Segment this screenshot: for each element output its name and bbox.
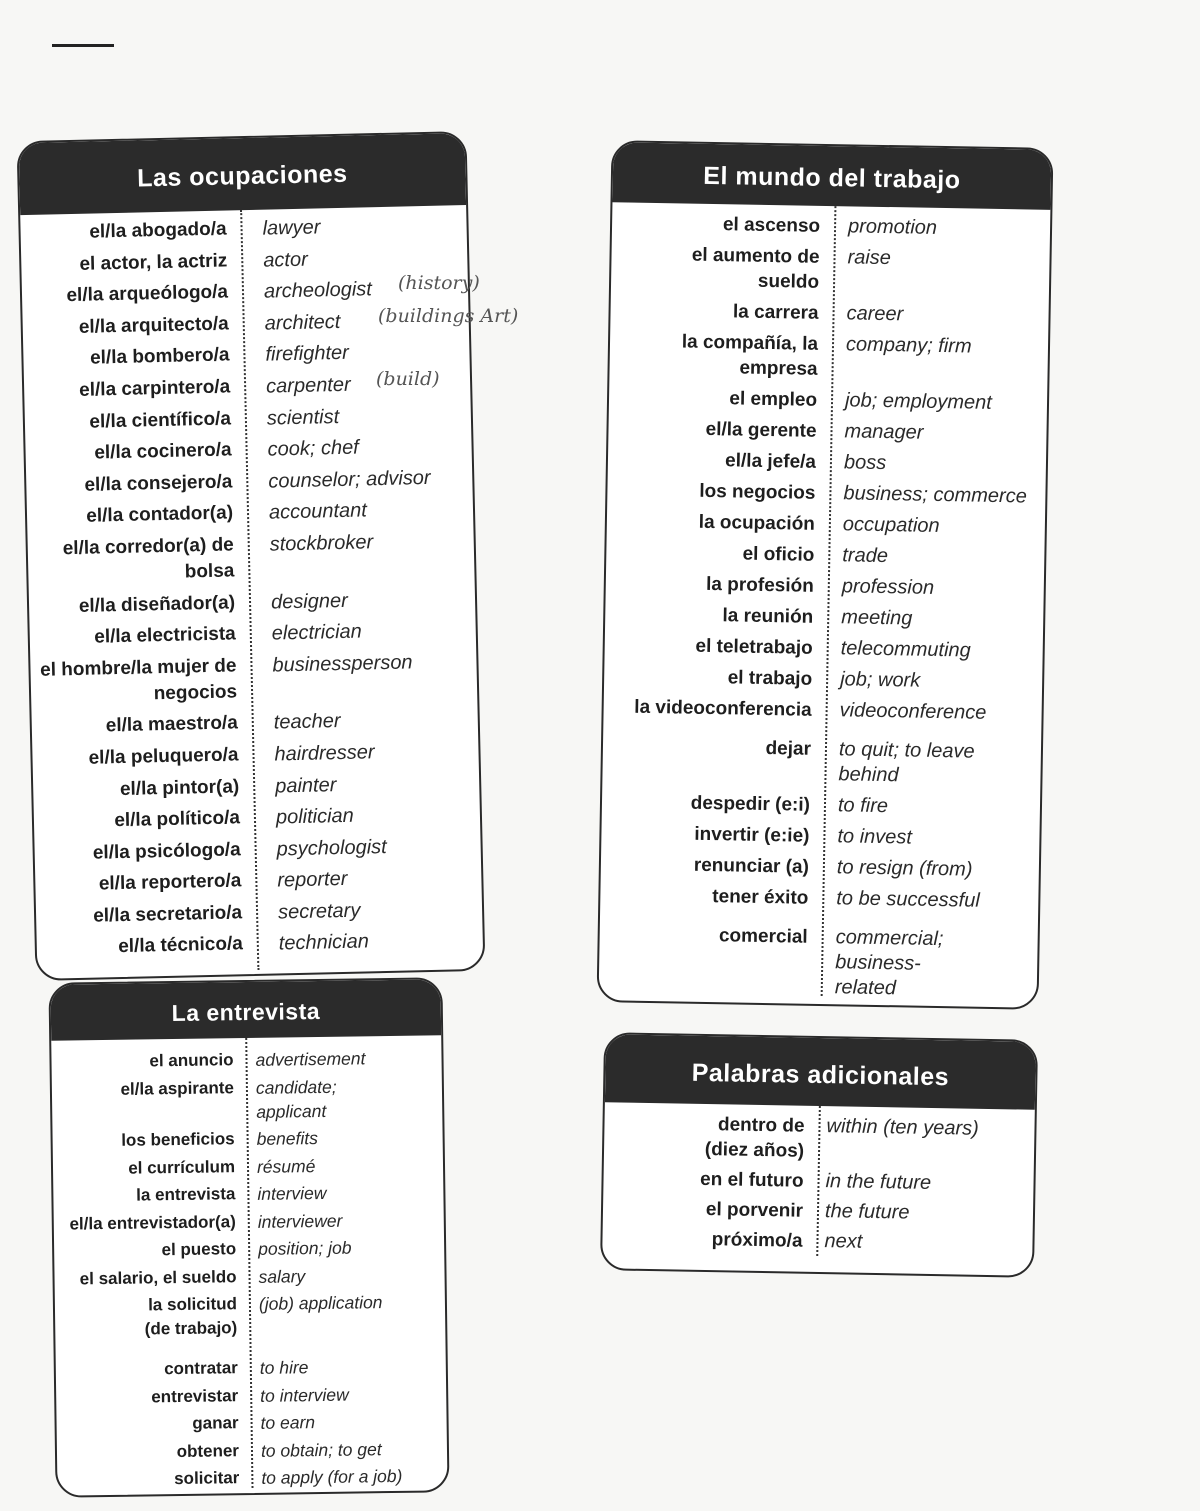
spanish-term: los negocios — [699, 480, 816, 504]
vocab-row — [30, 616, 476, 652]
english-translation: videoconference — [839, 699, 987, 724]
vocab-row — [25, 432, 471, 468]
spanish-term: tener éxito — [712, 886, 809, 909]
english-translation: job; work — [839, 668, 921, 692]
vocab-row — [20, 211, 466, 247]
verb-row — [56, 1353, 446, 1382]
spanish-term: el trabajo — [727, 667, 813, 690]
english-translation: actor — [263, 248, 308, 272]
spanish-term: el aumento de sueldo — [691, 244, 820, 293]
spanish-term: el ascenso — [722, 214, 821, 237]
verb-row — [602, 733, 1041, 791]
english-translation: to fire — [837, 794, 889, 818]
spanish-term: el/la bombero/a — [89, 344, 230, 369]
spanish-term: el actor, la actriz — [79, 250, 228, 275]
vocab-row — [610, 297, 1048, 330]
vocab-row — [609, 328, 1048, 386]
english-translation: interviewer — [257, 1210, 343, 1232]
english-translation: accountant — [268, 499, 368, 524]
vocab-row — [604, 663, 1042, 696]
vocab-row — [53, 1179, 443, 1208]
english-translation: cook; chef — [267, 436, 359, 461]
english-translation: to quit; to leave behind — [838, 738, 975, 787]
english-translation: technician — [278, 930, 370, 955]
spanish-term: la reunión — [722, 605, 814, 628]
english-translation: to resign (from) — [836, 856, 973, 881]
spanish-term: el/la aspirante — [120, 1077, 235, 1099]
spanish-term: el/la cocinero/a — [94, 439, 232, 464]
spanish-term: solicitar — [174, 1468, 240, 1489]
spanish-term: el/la carpintero/a — [78, 376, 231, 401]
spanish-term: la carrera — [732, 301, 819, 324]
spanish-term: el/la contador(a) — [86, 502, 234, 528]
vocab-row — [604, 1110, 1035, 1167]
english-translation: to invest — [837, 825, 913, 849]
vocab-row — [54, 1207, 444, 1236]
spanish-term: el/la electricista — [94, 623, 237, 648]
english-translation: reporter — [277, 868, 348, 892]
verb-row — [56, 1381, 446, 1410]
vocab-row — [608, 446, 1046, 479]
english-translation: architect — [264, 310, 341, 335]
vocab-row — [602, 1225, 1032, 1258]
english-translation: stockbroker — [269, 531, 374, 556]
english-translation: designer — [270, 589, 348, 614]
english-translation: trade — [842, 544, 889, 568]
vocab-row — [51, 1045, 441, 1074]
english-translation: benefits — [256, 1128, 319, 1149]
spanish-term: el hombre/la mujer de negocios — [39, 655, 238, 704]
spanish-term: dentro de (diez años) — [704, 1114, 805, 1162]
spanish-term: el empleo — [729, 388, 818, 411]
spanish-term: el/la diseñador(a) — [78, 591, 236, 617]
english-translation: scientist — [266, 405, 340, 430]
spanish-term: el/la arqueólogo/a — [66, 281, 229, 307]
spanish-term: el teletrabajo — [695, 635, 813, 659]
spanish-term: ganar — [192, 1413, 239, 1433]
english-translation: to be successful — [836, 887, 980, 912]
english-translation: boss — [843, 451, 887, 475]
spanish-term: comercial — [718, 925, 808, 948]
spanish-term: la compañía, la empresa — [681, 331, 819, 380]
spanish-term: en el futuro — [699, 1168, 804, 1192]
panel-palabras-adicionales — [600, 1032, 1038, 1278]
panel-title: Palabras adicionales — [605, 1034, 1036, 1109]
vocab-row — [603, 1195, 1033, 1228]
verb-row — [601, 820, 1039, 853]
vocab-row — [605, 632, 1043, 665]
spanish-term: despedir (e:i) — [690, 792, 811, 816]
english-translation: company; firm — [845, 333, 972, 358]
panel-title: Las ocupaciones — [19, 133, 467, 215]
spanish-term: el/la consejero/a — [84, 471, 233, 496]
english-translation: profession — [841, 575, 935, 599]
spanish-term: la solicitud (de trabajo) — [144, 1294, 238, 1339]
english-translation: to interview — [260, 1384, 349, 1406]
spanish-term: el/la corredor(a) de bolsa — [62, 534, 235, 583]
vocab-row — [29, 584, 475, 620]
english-translation: to earn — [260, 1412, 316, 1433]
vocab-row — [603, 694, 1041, 727]
english-translation: to hire — [259, 1357, 309, 1378]
handwritten-note: (history) — [398, 272, 480, 294]
english-translation: salary — [258, 1265, 306, 1287]
english-translation: promotion — [847, 215, 938, 239]
vocab-row — [605, 601, 1043, 634]
english-translation: raise — [847, 246, 892, 270]
vocab-row — [37, 926, 483, 962]
top-dash-mark — [52, 44, 114, 47]
vocab-list — [51, 1035, 447, 1492]
english-translation: (job) application — [258, 1292, 383, 1314]
spanish-term: el currículum — [128, 1156, 236, 1178]
english-translation: career — [846, 302, 904, 326]
panel-el-mundo-del-trabajo — [597, 140, 1054, 1010]
spanish-term: el porvenir — [705, 1199, 804, 1222]
vocab-row — [54, 1234, 444, 1263]
spanish-term: el/la jefe/a — [724, 450, 817, 473]
vocab-row — [34, 832, 480, 868]
vocab-list — [599, 202, 1051, 1004]
spanish-term: el puesto — [161, 1239, 237, 1260]
spanish-term: obtener — [176, 1440, 240, 1461]
verb-row — [57, 1436, 447, 1465]
english-translation: meeting — [841, 606, 913, 630]
english-translation: next — [824, 1230, 863, 1253]
vocab-row — [608, 415, 1046, 448]
english-translation: within (ten years) — [826, 1115, 979, 1140]
spanish-term: contratar — [164, 1358, 238, 1379]
english-translation: commercial; business-related — [834, 926, 944, 1000]
english-translation: hairdresser — [274, 741, 375, 766]
spanish-term: el/la secretario/a — [92, 902, 243, 927]
spanish-term: el salario, el sueldo — [79, 1266, 237, 1288]
spanish-term: dejar — [765, 737, 812, 760]
english-translation: manager — [844, 420, 924, 444]
panel-title: La entrevista — [50, 979, 441, 1040]
vocab-row — [27, 495, 473, 531]
spanish-term: el/la reportero/a — [98, 870, 242, 895]
handwritten-note: (buildings Art) — [378, 305, 519, 327]
vocab-row — [33, 768, 479, 804]
verb-row — [602, 789, 1040, 822]
vocab-row — [25, 401, 471, 437]
vocab-row — [53, 1152, 443, 1181]
spanish-term: el/la maestro/a — [105, 712, 239, 737]
english-translation: teacher — [273, 710, 341, 734]
verb-row — [601, 851, 1039, 884]
english-translation: electrician — [271, 620, 363, 645]
panel-la-entrevista — [48, 977, 449, 1497]
vocab-row — [607, 508, 1045, 541]
english-translation: interview — [257, 1182, 327, 1204]
english-translation: job; employment — [844, 389, 992, 414]
verb-row — [600, 882, 1038, 915]
spanish-term: el/la político/a — [114, 807, 241, 832]
spanish-term: el/la científico/a — [89, 407, 232, 433]
verb-row — [56, 1408, 446, 1437]
english-translation: résumé — [256, 1155, 316, 1177]
spanish-term: próximo/a — [711, 1229, 803, 1252]
adjective-row — [599, 921, 1038, 1004]
spanish-term: el/la pintor(a) — [119, 775, 240, 800]
english-translation: the future — [824, 1200, 910, 1224]
english-translation: archeologist — [263, 278, 373, 303]
vocab-row — [28, 527, 475, 589]
vocab-row — [609, 384, 1047, 417]
handwritten-note: (build) — [376, 368, 440, 390]
english-translation: advertisement — [255, 1048, 366, 1070]
vocab-row — [611, 241, 1050, 299]
spanish-term: el/la abogado/a — [89, 218, 227, 243]
english-translation: painter — [274, 773, 337, 798]
spanish-term: el/la gerente — [705, 418, 817, 442]
english-translation: telecommuting — [840, 637, 971, 662]
vocab-row — [35, 863, 481, 899]
vocab-row — [32, 705, 478, 741]
panel-title: El mundo del trabajo — [612, 142, 1051, 210]
spanish-term: invertir (e:ie) — [694, 823, 810, 847]
english-translation: in the future — [825, 1170, 932, 1194]
english-translation: firefighter — [265, 342, 350, 366]
english-translation: candidate; applicant — [255, 1076, 337, 1122]
english-translation: to obtain; to get — [260, 1438, 382, 1461]
english-translation: carpenter — [265, 373, 351, 398]
spanish-term: el/la peluquero/a — [88, 744, 239, 769]
vocab-row — [606, 570, 1044, 603]
vocab-row — [55, 1289, 446, 1342]
spanish-term: la videoconferencia — [634, 696, 812, 721]
vocab-row — [607, 477, 1045, 510]
verb-row — [57, 1463, 447, 1492]
english-translation: counselor; advisor — [268, 466, 431, 493]
vocab-row — [32, 737, 478, 773]
panel-las-ocupaciones — [17, 131, 486, 981]
vocab-row — [52, 1073, 443, 1126]
english-translation: business; commerce — [843, 482, 1027, 508]
vocab-list — [602, 1102, 1035, 1257]
english-translation: businessperson — [272, 651, 413, 677]
english-translation: to apply (for a job) — [261, 1465, 403, 1488]
spanish-term: la profesión — [705, 573, 814, 597]
english-translation: lawyer — [262, 216, 321, 240]
vocab-row — [26, 464, 472, 500]
spanish-term: el oficio — [742, 543, 815, 566]
spanish-term: los beneficios — [121, 1129, 235, 1150]
spanish-term: la ocupación — [698, 511, 816, 535]
spanish-term: el/la entrevistador(a) — [69, 1211, 236, 1234]
vocab-row — [34, 800, 480, 836]
vocab-row — [30, 648, 477, 710]
vocab-row — [54, 1262, 444, 1291]
english-translation: politician — [275, 804, 354, 829]
spanish-term: entrevistar — [151, 1385, 239, 1406]
vocab-row — [52, 1124, 442, 1153]
vocab-row — [36, 895, 482, 931]
spanish-term: el/la psicólogo/a — [92, 839, 241, 864]
english-translation: position; job — [258, 1237, 352, 1259]
vocab-row — [612, 210, 1050, 243]
vocab-row — [606, 539, 1044, 572]
vocab-row — [603, 1165, 1033, 1198]
spanish-term: renunciar (a) — [693, 854, 810, 878]
spanish-term: el anuncio — [149, 1050, 234, 1071]
english-translation: secretary — [277, 899, 361, 924]
spanish-term: la entrevista — [136, 1184, 236, 1205]
english-translation: psychologist — [276, 835, 387, 861]
spanish-term: el/la arquitecto/a — [78, 313, 229, 338]
english-translation: occupation — [842, 513, 940, 537]
spanish-term: el/la técnico/a — [117, 933, 244, 958]
